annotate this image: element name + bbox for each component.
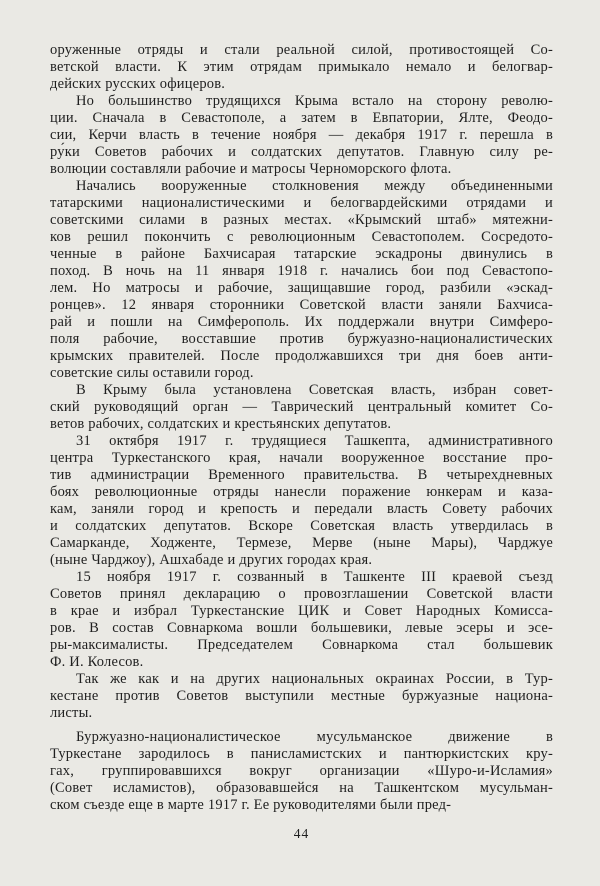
text-line: советские силы оставили город.: [50, 365, 254, 381]
text-line: рай и пошли на Симферополь. Их поддержали внутри Симферо-: [50, 314, 553, 330]
text-line: дейских русских офицеров.: [50, 76, 226, 92]
text-line: советскими силами в разных местах. «Крымский штаб» мятежни-: [50, 212, 553, 228]
text-line: ченные в районе Бахчисарая татарские эскадроны двинулись в: [50, 246, 553, 262]
text-line: (Совет исламистов), образовавшейся на Ташкентском мусульман-: [50, 780, 553, 796]
text-line: и солдатских депутатов. Вскоре Советская власть утвердилась в: [50, 518, 553, 534]
text-line: поля рабочие, восставшие против буржуазно-националистических: [50, 331, 553, 347]
paragraph: [50, 178, 553, 382]
text-line: ции. Сначала в Севастополе, а затем в Евпатории, Ялте, Феодо-: [50, 110, 553, 126]
text-line: гах, группировавшихся вокруг организации «Шуро-и-Исламия»: [50, 763, 553, 779]
text-line: поход. В ночь на 11 января 1918 г. начались бои под Севастопо-: [50, 263, 553, 279]
text-line: ском съезде еще в марте 1917 г. Ее руководителями были пред-: [50, 797, 452, 813]
text-line: ру́ки Советов рабочих и солдатских депутатов. Главную силу ре-: [50, 144, 553, 160]
text-line: ветов рабочих, солдатских и крестьянских депутатов.: [50, 416, 392, 432]
text-line: Так же как и на других национальных окраинах России, в Тур-: [76, 671, 553, 687]
paragraph: [50, 433, 553, 569]
text-line: Но большинство трудящихся Крыма встало на сторону револю-: [76, 93, 553, 109]
paragraph: [50, 93, 553, 178]
text-line: ры-максималисты. Председателем Совнаркома стал большевик: [50, 637, 553, 653]
text-line: Ф. И. Колесов.: [50, 654, 144, 670]
text-line: тив администрации Временного правительства. В четырехдневных: [50, 467, 553, 483]
text-line: центра Туркестанского края, начали вооруженное восстание про-: [50, 450, 553, 466]
text-line: татарскими националистическими и белогвардейскими отрядами и: [50, 195, 553, 211]
text-line: ронцев». 12 января сторонники Советской власти заняли Бахчиса-: [50, 297, 553, 313]
paragraph: [50, 671, 553, 722]
text-line: ветской власти. К этим отрядам примыкало немало и белогвар-: [50, 59, 553, 75]
text-line: ков решил покончить с революционным Севастополем. Сосредото-: [50, 229, 553, 245]
text-line: В Крыму была установлена Советская власть, избран совет-: [76, 382, 553, 398]
text-line: оруженные отряды и стали реальной силой, противостоящей Со-: [50, 42, 553, 58]
page-text: [50, 42, 553, 814]
text-line: в крае и избрал Туркестанские ЦИК и Совет Народных Комисса-: [50, 603, 553, 619]
text-line: волюции составляли рабочие и матросы Черноморского флота.: [50, 161, 452, 177]
paragraph: [50, 42, 553, 93]
text-line: Самарканде, Ходженте, Термезе, Мерве (ныне Мары), Чарджуе: [50, 535, 553, 551]
text-line: листы.: [50, 705, 93, 721]
text-line: 31 октября 1917 г. трудящиеся Ташкепта, административного: [76, 433, 553, 449]
text-line: (ныне Чарджоу), Ашхабаде и других городах края.: [50, 552, 373, 568]
text-line: боях революционные отряды нанесли поражение юнкерам и каза-: [50, 484, 553, 500]
text-line: крымских правителей. После продолжавшихся три дня боев анти-: [50, 348, 553, 364]
text-line: кам, заняли город и крепость и передали власть Совету рабочих: [50, 501, 553, 517]
paragraph: [50, 382, 553, 433]
text-line: Начались вооруженные столкновения между объединенными: [76, 178, 553, 194]
text-line: кестане против Советов выступили местные буржуазные национа-: [50, 688, 553, 704]
paragraph: [50, 569, 553, 671]
text-line: Буржуазно-националистическое мусульманское движение в: [76, 729, 553, 745]
text-line: ров. В состав Совнаркома вошли большевики, левые эсеры и эсе-: [50, 620, 553, 636]
text-line: ский руководящий орган — Таврический центральный комитет Со-: [50, 399, 553, 415]
page-number: 44: [293, 826, 310, 841]
text-line: Советов принял декларацию о провозглашении Советской власти: [50, 586, 553, 602]
text-line: сии, Керчи власть в течение ноября — декабря 1917 г. перешла в: [50, 127, 553, 143]
text-line: 15 ноября 1917 г. созванный в Ташкенте III краевой съезд: [76, 569, 553, 585]
text-line: лем. Но матросы и рабочие, защищавшие город, разбили «эскад-: [50, 280, 553, 296]
text-line: Туркестане зародилось в панисламистских и пантюркистских кру-: [50, 746, 553, 762]
paragraph: [50, 729, 553, 814]
